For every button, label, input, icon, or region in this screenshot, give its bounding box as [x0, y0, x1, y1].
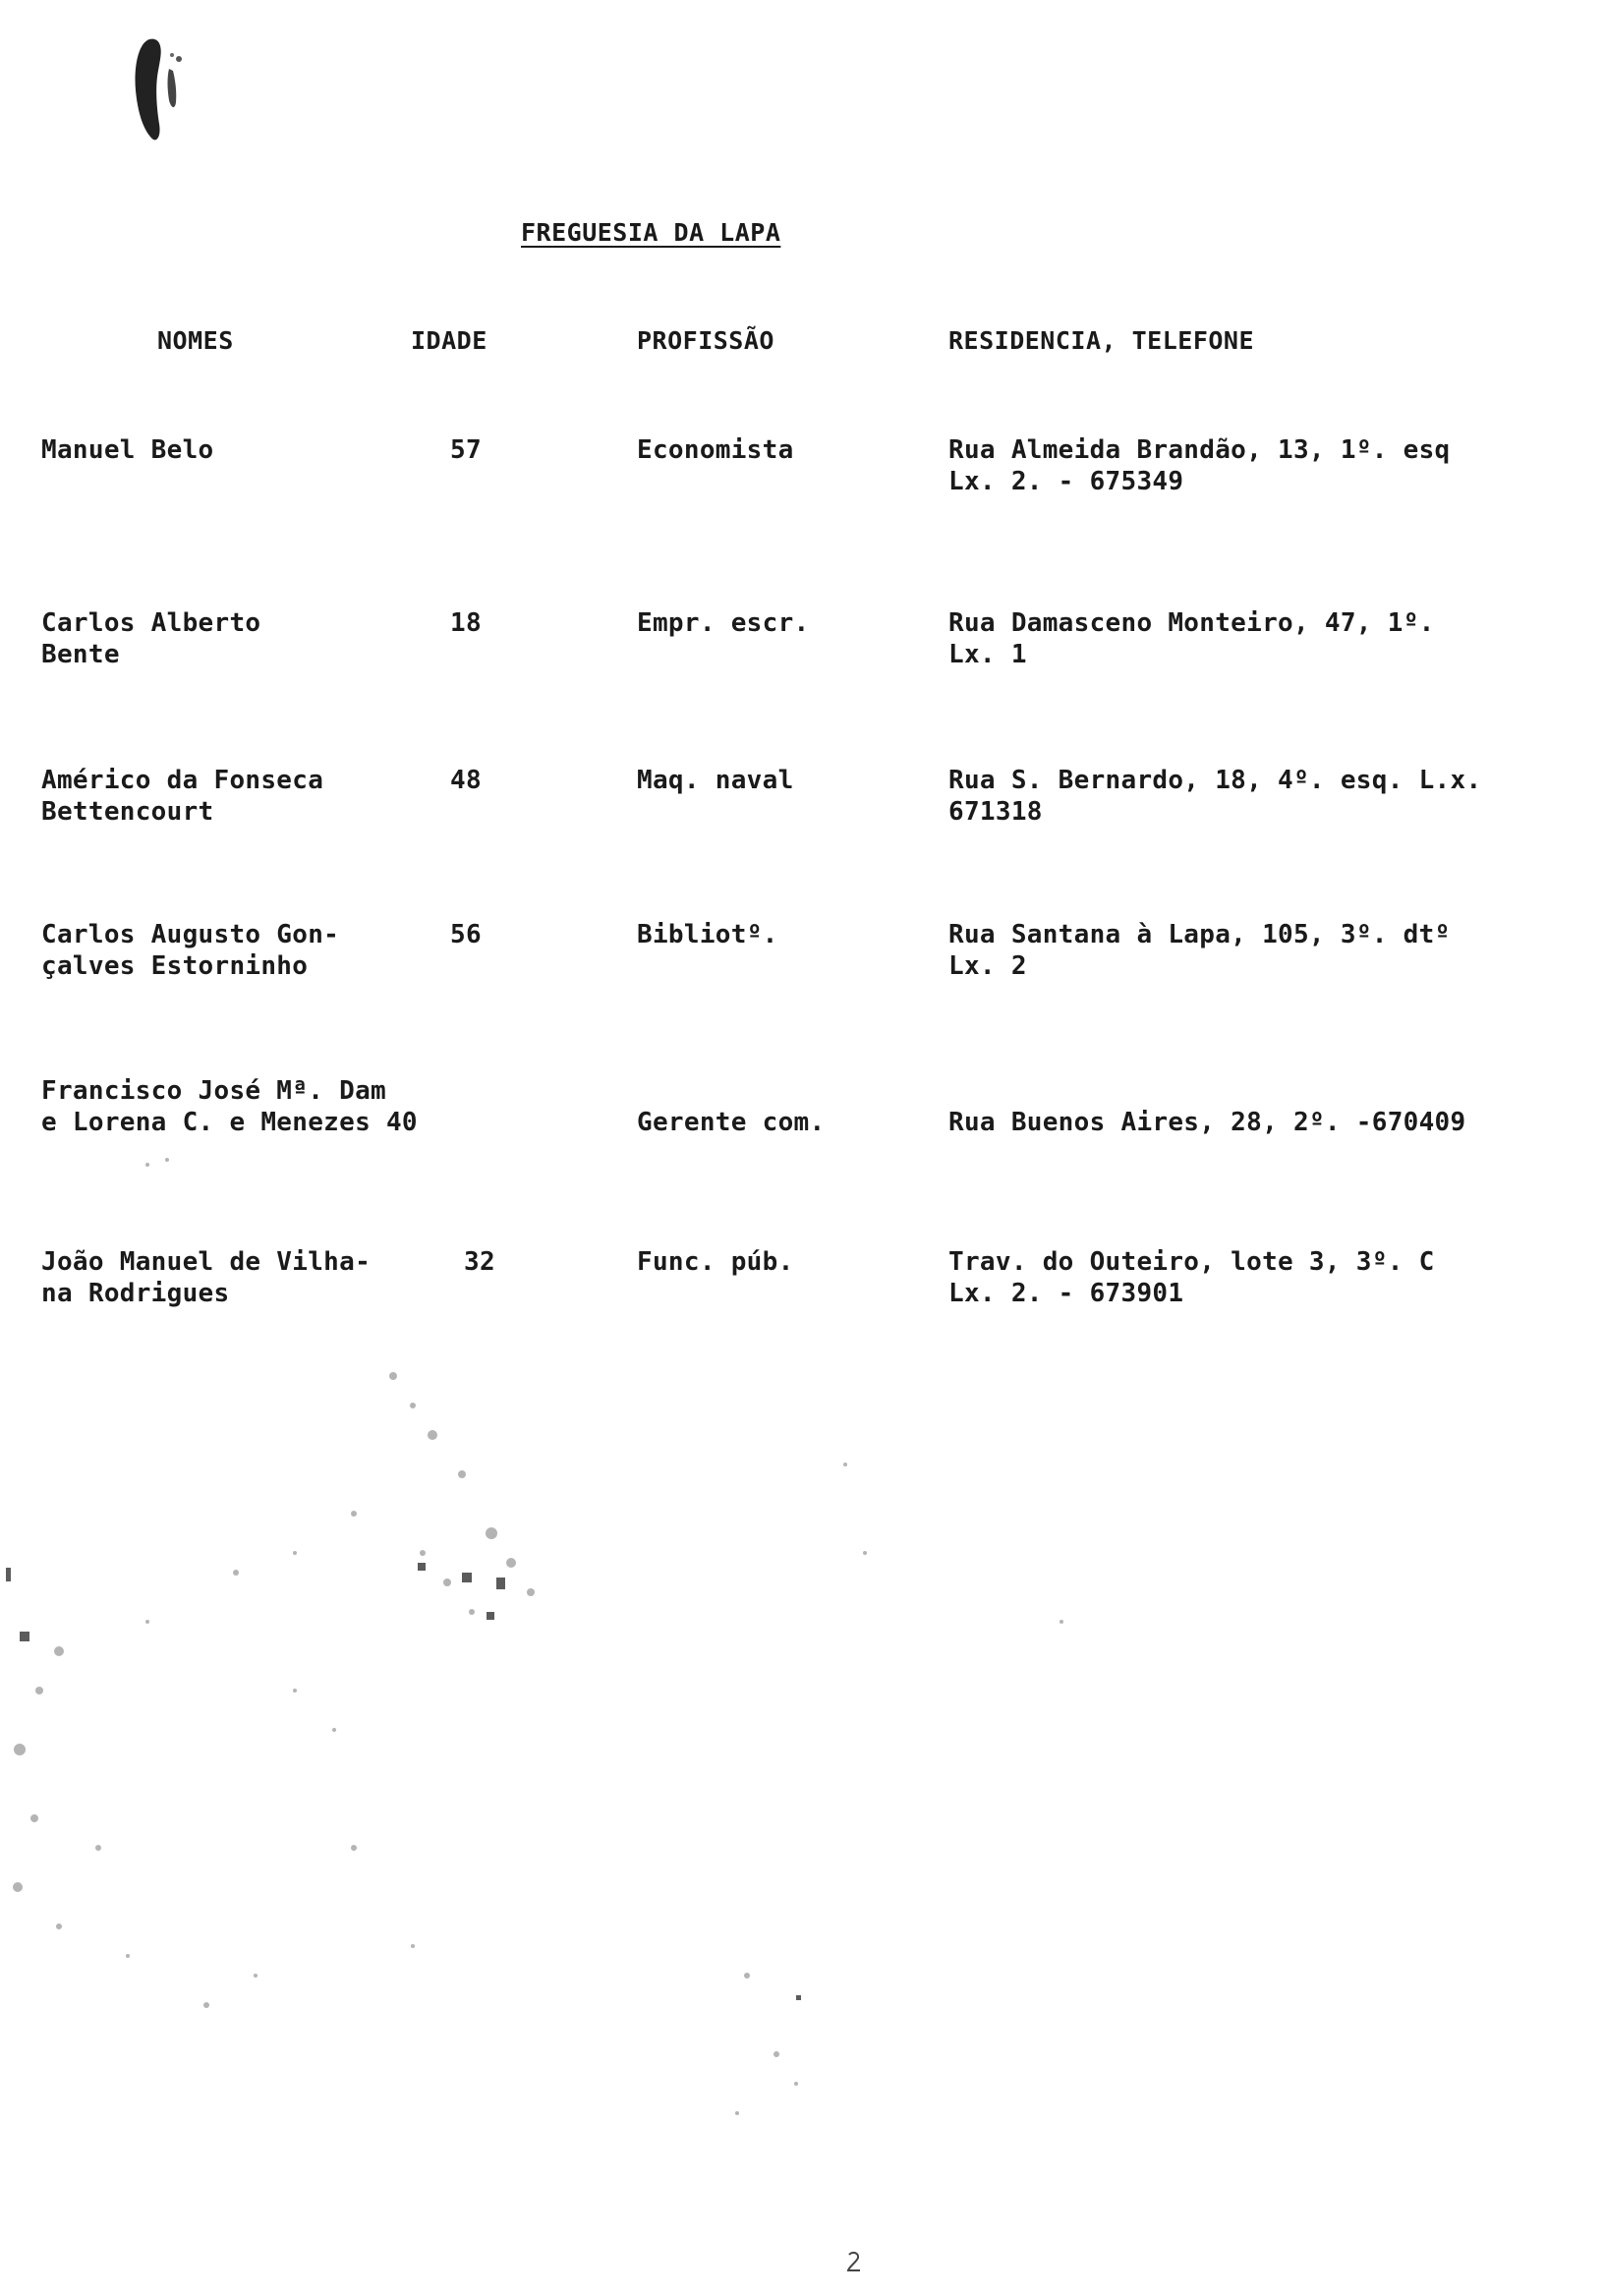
row-4-residence-line1: Rua Santana à Lapa, 105, 3º. dtº — [948, 920, 1451, 949]
row-4-name-line1: Carlos Augusto Gon- — [41, 920, 340, 949]
column-header-profession: PROFISSÃO — [637, 326, 774, 355]
row-3-name-line1: Américo da Fonseca — [41, 766, 324, 795]
row-4-age: 56 — [450, 920, 482, 949]
column-header-residence: RESIDENCIA, TELEFONE — [948, 326, 1255, 355]
row-6-profession: Func. púb. — [637, 1247, 794, 1277]
row-5-name-line2: e Lorena C. e Menezes 40 — [41, 1108, 418, 1137]
row-3-profession: Maq. naval — [637, 766, 794, 795]
row-4-name-line2: çalves Estorninho — [41, 951, 309, 981]
column-header-name: NOMES — [157, 326, 234, 355]
page-number-mark — [845, 2251, 863, 2272]
row-4-residence-line2: Lx. 2 — [948, 951, 1027, 981]
row-1-residence-line1: Rua Almeida Brandão, 13, 1º. esq — [948, 435, 1451, 465]
row-2-name-line1: Carlos Alberto — [41, 608, 261, 638]
row-5-name-line1: Francisco José Mª. Dam — [41, 1076, 386, 1106]
corner-stamp-mark — [128, 29, 197, 147]
row-2-profession: Empr. escr. — [637, 608, 810, 638]
row-3-residence-line1: Rua S. Bernardo, 18, 4º. esq. L.x. — [948, 766, 1482, 795]
row-6-name-line2: na Rodrigues — [41, 1279, 230, 1308]
page-title: FREGUESIA DA LAPA — [521, 218, 781, 247]
row-3-name-line2: Bettencourt — [41, 797, 214, 827]
row-6-name-line1: João Manuel de Vilha- — [41, 1247, 372, 1277]
row-2-residence-line2: Lx. 1 — [948, 640, 1027, 669]
row-3-age: 48 — [450, 766, 482, 795]
row-4-profession: Bibliotº. — [637, 920, 778, 949]
row-1-profession: Economista — [637, 435, 794, 465]
row-1-age: 57 — [450, 435, 482, 465]
row-6-age: 32 — [464, 1247, 495, 1277]
row-2-residence-line1: Rua Damasceno Monteiro, 47, 1º. — [948, 608, 1435, 638]
row-6-residence-line1: Trav. do Outeiro, lote 3, 3º. C — [948, 1247, 1435, 1277]
row-5-residence-line1: Rua Buenos Aires, 28, 2º. -670409 — [948, 1108, 1466, 1137]
row-2-name-line2: Bente — [41, 640, 120, 669]
row-1-name-line1: Manuel Belo — [41, 435, 214, 465]
row-6-residence-line2: Lx. 2. - 673901 — [948, 1279, 1184, 1308]
row-1-residence-line2: Lx. 2. - 675349 — [948, 467, 1184, 496]
row-5-profession: Gerente com. — [637, 1108, 826, 1137]
row-3-residence-line2: 671318 — [948, 797, 1043, 827]
column-header-age: IDADE — [411, 326, 487, 355]
row-2-age: 18 — [450, 608, 482, 638]
